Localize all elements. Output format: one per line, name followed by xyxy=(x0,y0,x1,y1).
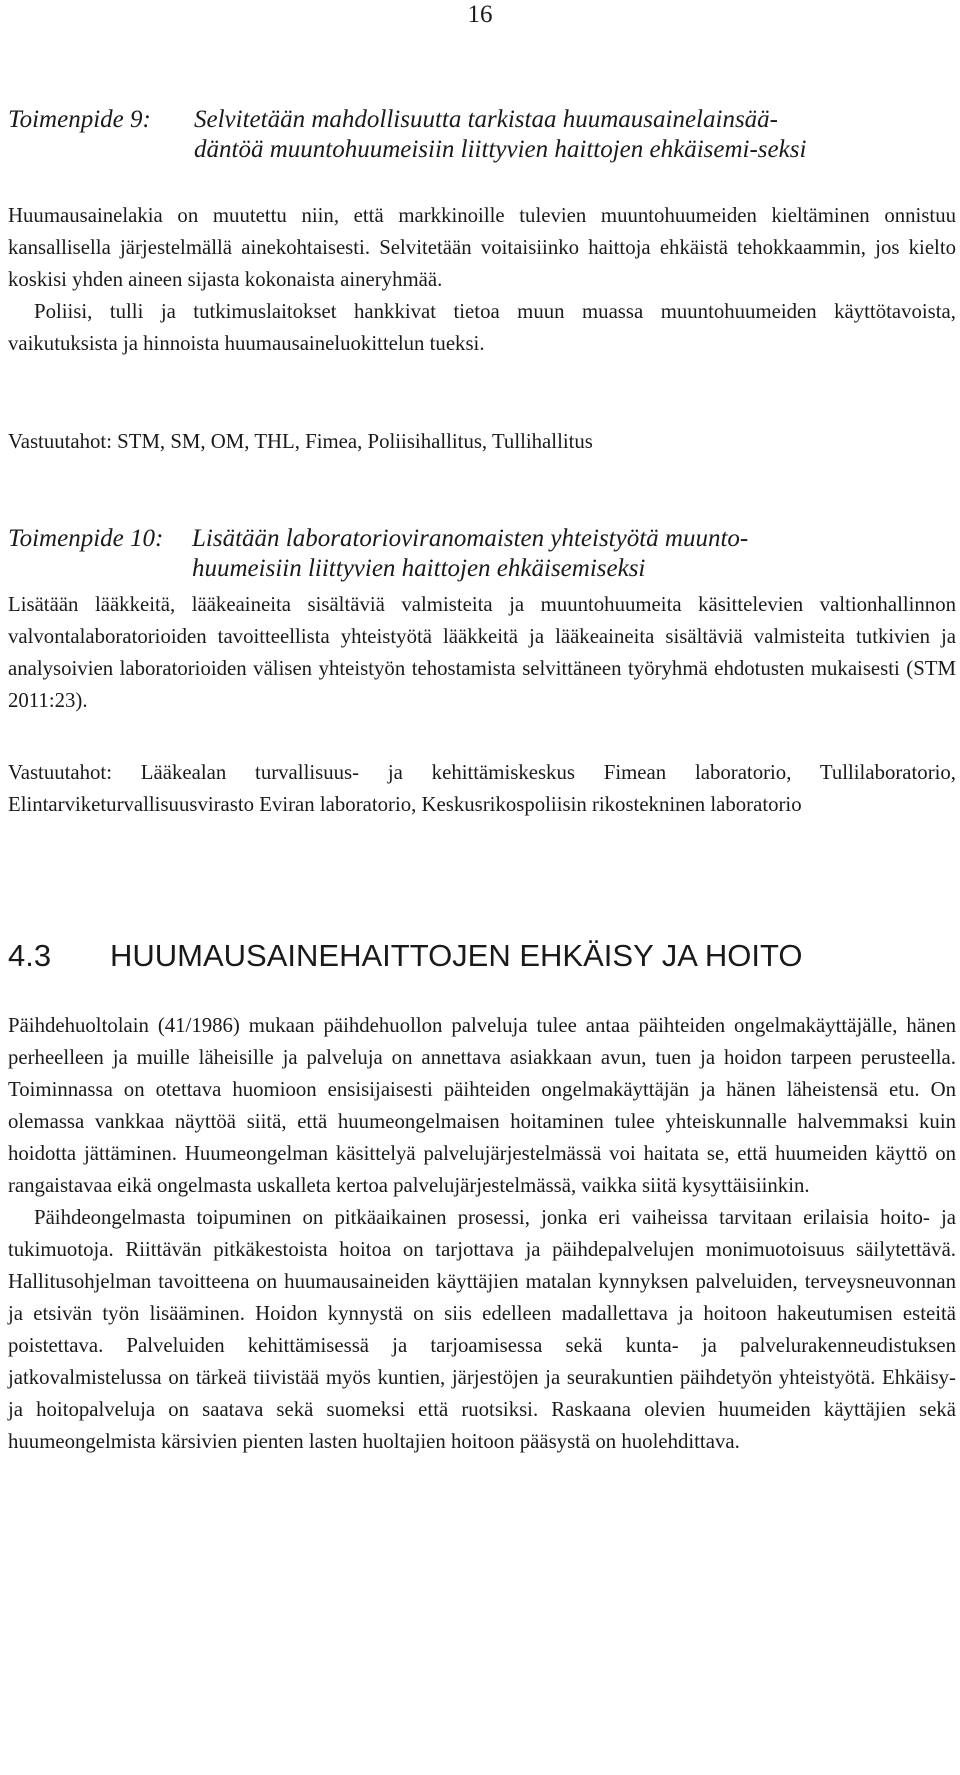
measure-10-title: Lisätään laboratorioviranomaisten yhteistyötä muunto-huumeisiin liittyvien haittojen ehkäisemiseksi xyxy=(192,525,749,582)
measure-10 xyxy=(8,524,956,584)
measure-9-body xyxy=(8,200,956,360)
measure-9-label: Toimenpide 9: xyxy=(8,106,151,133)
measure-10-responsible-text: Vastuutahot: Lääkealan turvallisuus- ja kehittämiskeskus Fimean laboratorio, Tullilaboratorio, Elintarviketurvallisuusvirasto Eviran laboratorio, Keskusrikospoliisin rikostekninen laboratorio xyxy=(8,761,956,816)
measure-9-responsible xyxy=(8,426,956,458)
section-paragraph-1: Päihdehuoltolain (41/1986) mukaan päihdehuollon palveluja tulee antaa päihteiden ongelmakäyttäjälle, hänen perheelleen ja muille läheisille ja palveluja on annettava asiakkaan avun, tuen ja hoidon tarpeen perusteella. Toiminnassa on otettava huomioon ensisijaisesti päihteiden ongelmakäyttäjän ja hänen läheistensä etu. On olemassa vankkaa näyttöä siitä, että huumeongelmaisen hoitaminen tulee yhteiskunnalle halvemmaksi kuin hoidotta jättäminen. Huumeongelman käsittelyä palvelujärjestelmässä voi haitata se, että huumeiden käyttö on rangaistavaa eikä ongelmasta uskalleta kertoa palvelujärjestelmässä, vaikka siitä kysyttäisiinkin. xyxy=(8,1014,956,1197)
measure-9 xyxy=(8,105,956,165)
measure-9-heading xyxy=(8,105,956,165)
section-paragraph-2: Päihdeongelmasta toipuminen on pitkäaikainen prosessi, jonka eri vaiheissa tarvitaan erilaisia hoito- ja tukimuotoja. Riittävän pitkäkestoista hoitoa on tarjottava ja päihdepalvelujen monimuotoisuus säilytettävä. Hallitusohjelman tavoitteena on huumausaineiden käyttäjien matalan kynnyksen palveluiden, terveysneuvonnan ja etsivän työn lisääminen. Hoidon kynnystä on siis edelleen madallettava ja hoitoon hakeutumisen esteitä poistettava. Palveluiden kehittämisessä ja tarjoamisessa sekä kunta- ja palvelurakenneudistuksen jatkovalmistelussa on tärkeä tiivistää myös kuntien, järjestöjen ja seurakuntien päihdetyön yhteistyötä. Ehkäisy- ja hoitopalveluja on saatava sekä suomeksi että ruotsiksi. Raskaana olevien huumeiden käyttäjien sekä huumeongelmista kärsivien pienten lasten huoltajien hoitoon pääsystä on huolehdittava. xyxy=(8,1206,956,1453)
measure-9-title: Selvitetään mahdollisuutta tarkistaa huumausainelainsää-däntöä muuntohuumeisiin liittyvien haittojen ehkäisemi-seksi xyxy=(194,106,807,163)
measure-10-label: Toimenpide 10: xyxy=(8,525,164,552)
measure-9-responsible-text: Vastuutahot: STM, SM, OM, THL, Fimea, Poliisihallitus, Tullihallitus xyxy=(8,430,593,453)
page-number: 16 xyxy=(467,1,493,28)
section-body xyxy=(8,1010,956,1458)
measure-10-body xyxy=(8,589,956,717)
section-number: 4.3 xyxy=(8,938,52,973)
measure-10-paragraph-1: Lisätään lääkkeitä, lääkeaineita sisältäviä valmisteita ja muuntohuumeita käsittelevien valtionhallinnon valvontalaboratorioiden tavoitteellista yhteistyötä lääkkeitä ja lääkeaineita sisältäviä valmisteita tutkivien ja analysoivien laboratorioiden välisen yhteistyön tehostamista selvittäneen työryhmä ehdotusten mukaisesti (STM 2011:23). xyxy=(8,593,956,712)
section-heading xyxy=(8,936,956,976)
measure-9-paragraph-1: Huumausainelakia on muutettu niin, että markkinoille tulevien muuntohuumeiden kieltäminen onnistuu kansallisella järjestelmällä ainekohtaisesti. Selvitetään voitaisiinko haittoja ehkäistä tehokkaammin, jos kielto koskisi yhden aineen sijasta kokonaista aineryhmää. xyxy=(8,204,956,291)
section-title: HUUMAUSAINEHAITTOJEN EHKÄISY JA HOITO xyxy=(110,938,803,973)
measure-10-heading xyxy=(8,524,956,584)
measure-10-responsible xyxy=(8,757,956,821)
section-heading-row xyxy=(8,936,956,976)
measure-9-paragraph-2: Poliisi, tulli ja tutkimuslaitokset hankkivat tietoa muun muassa muuntohuumeiden käyttötavoista, vaikutuksista ja hinnoista huumausaineluokittelun tueksi. xyxy=(8,300,956,355)
